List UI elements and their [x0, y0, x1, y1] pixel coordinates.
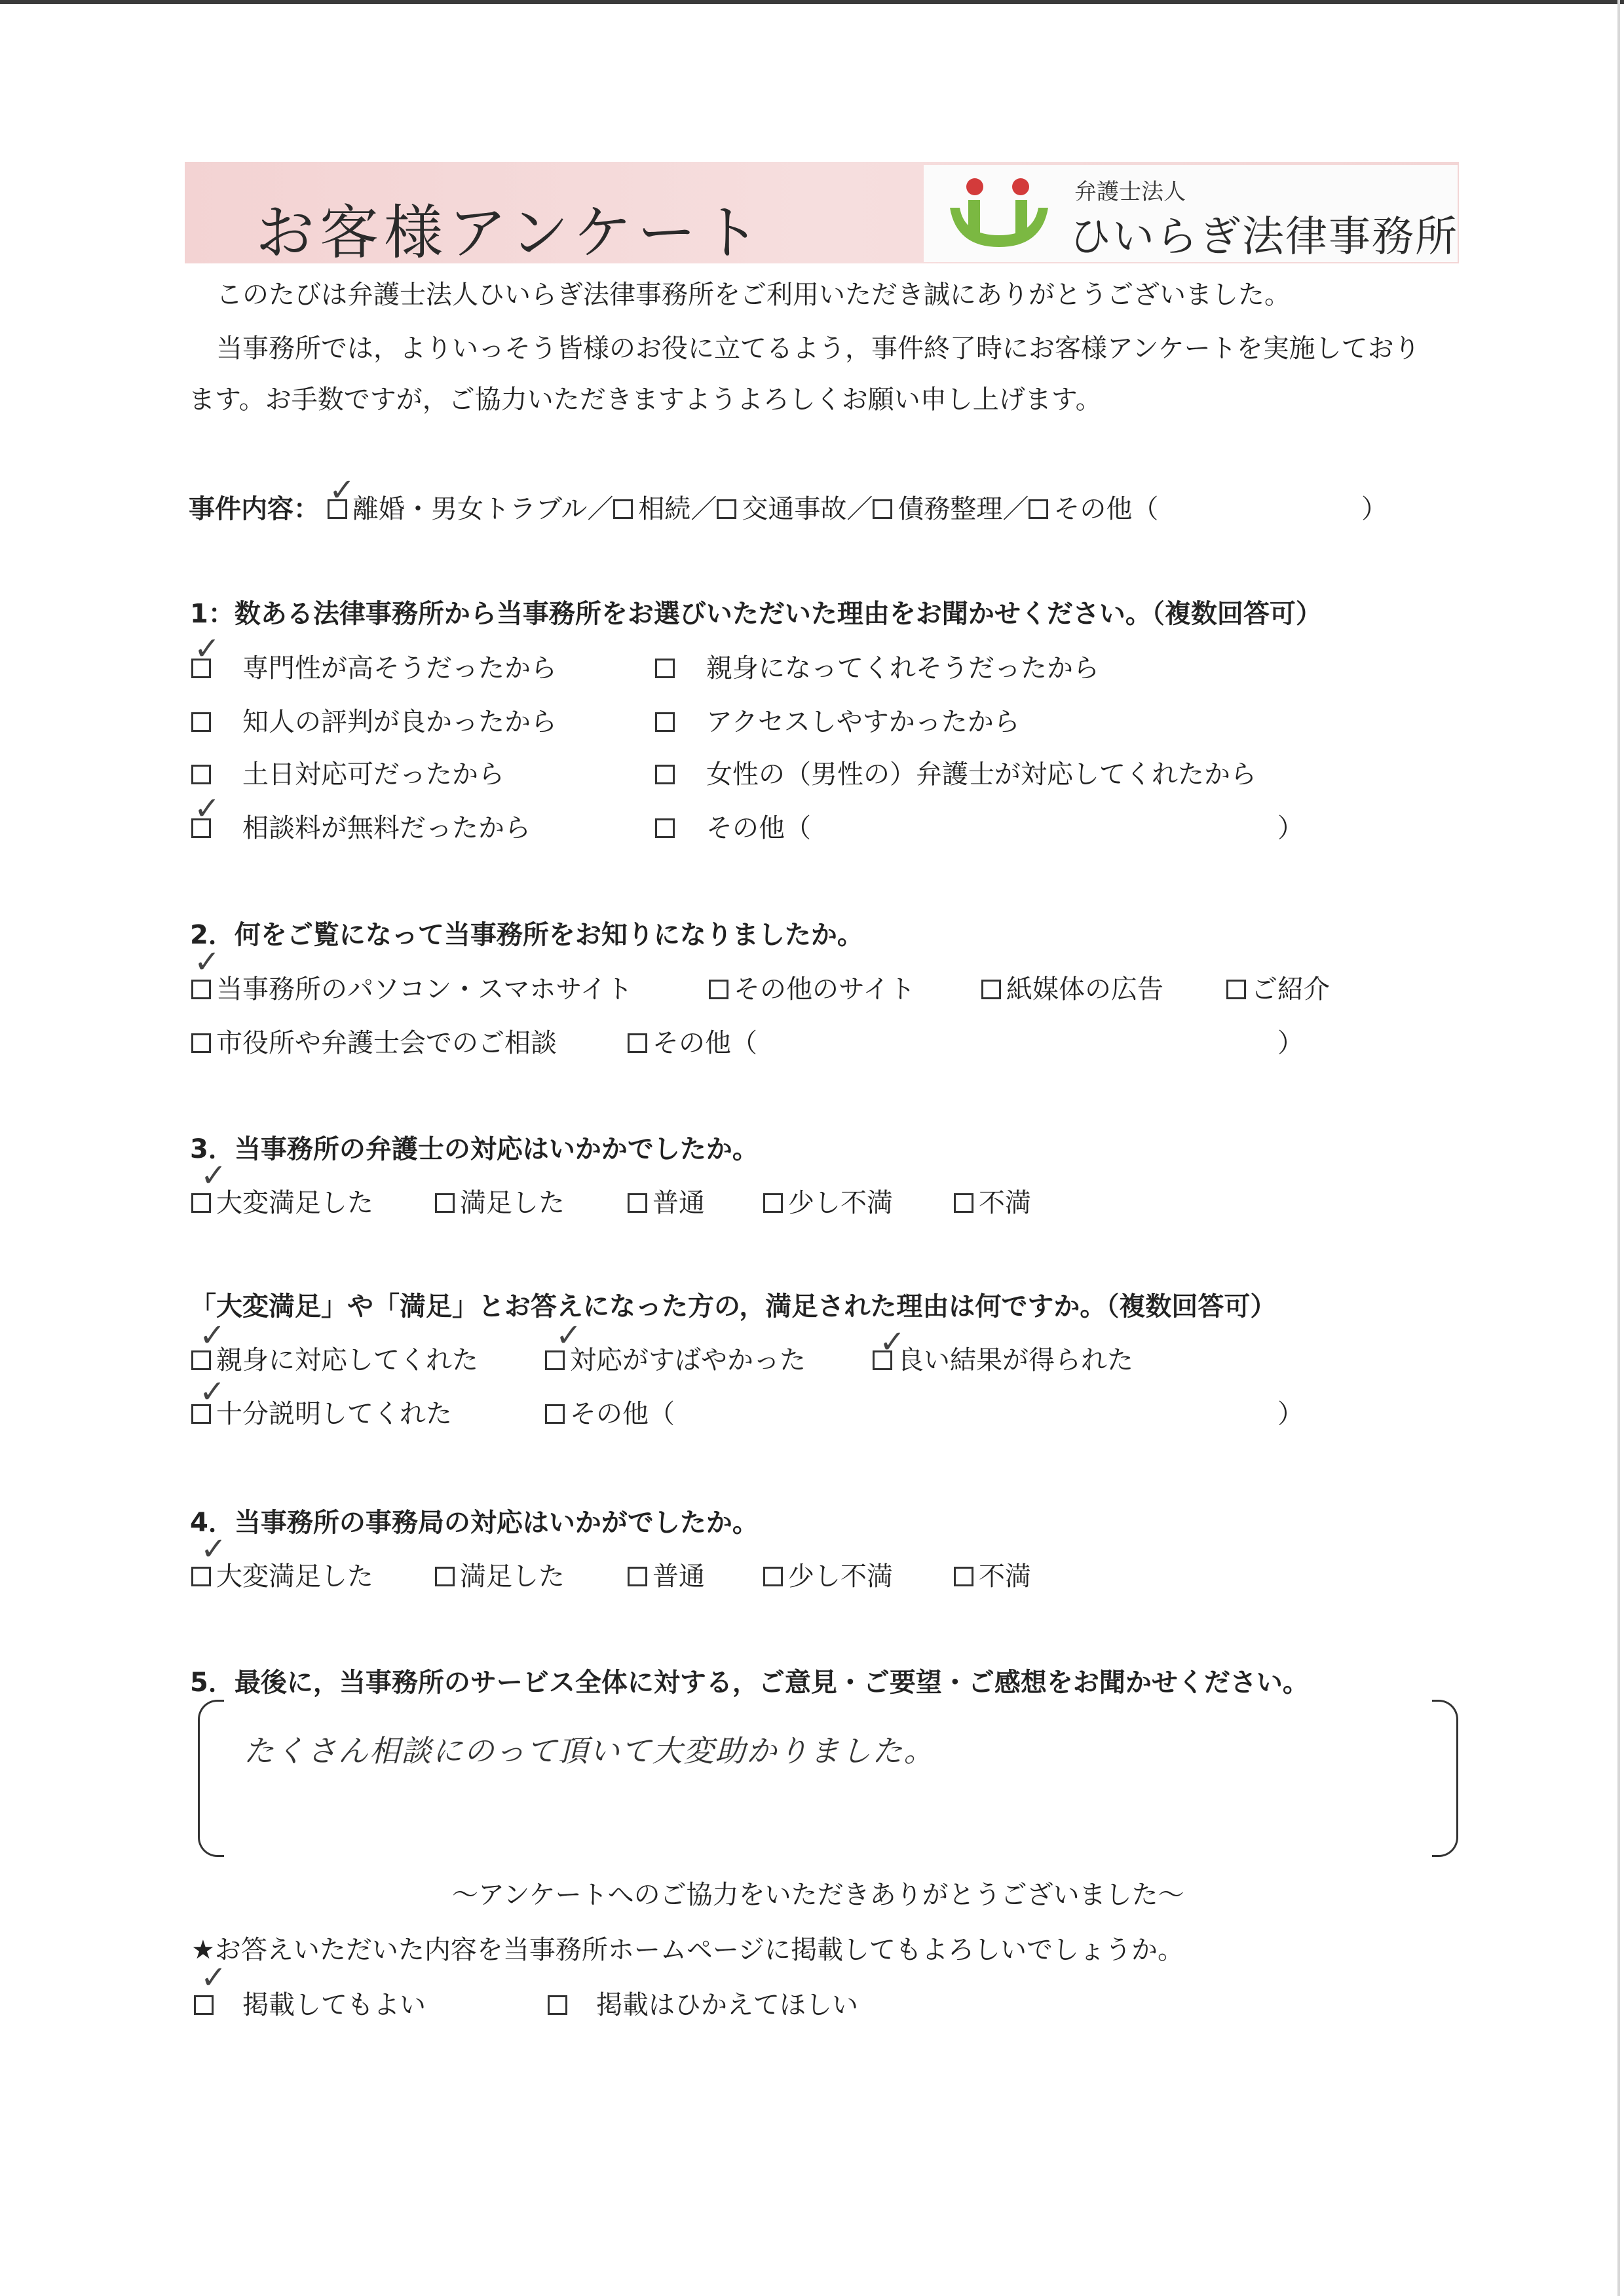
comment-box-right — [1432, 1700, 1458, 1857]
intro-line-1: このたびは弁護士法人ひいらぎ法律事務所をご利用いただき誠にありがとうございました。 — [216, 280, 1291, 310]
q1-label-3: 知人の評判が良かったから — [242, 707, 557, 737]
q1-option-4 — [655, 701, 1020, 738]
q1-other-close: ） — [1277, 813, 1304, 843]
q4-checkbox-2[interactable] — [435, 1567, 455, 1586]
q1-checkbox-5[interactable] — [191, 765, 211, 784]
q1-option-1 — [191, 647, 557, 685]
logo-name: ひいらぎ法律事務所 — [1069, 213, 1458, 261]
q4-checkbox-1[interactable] — [191, 1567, 211, 1586]
case-other-close: ） — [1361, 494, 1388, 524]
publish-question: ★お答えいただいた内容を当事務所ホームページに掲載してもよろしいでしょうか。 — [191, 1935, 1184, 1965]
q3b-option-3 — [873, 1339, 1133, 1377]
q1-label-7: 相談料が無料だったから — [242, 813, 531, 843]
checkmark: ✓ — [200, 1531, 227, 1567]
survey-title: お客様アンケート — [255, 199, 766, 267]
q1-checkbox-8[interactable] — [655, 818, 675, 838]
intro-line-3: ます。お手数ですが，ご協力いただきますようよろしくお願い申し上げます。 — [189, 385, 1102, 415]
q3-option-3 — [628, 1182, 705, 1219]
q3-checkbox-4[interactable] — [763, 1193, 783, 1213]
q3-heading: 3．当事務所の弁護士の対応はいかかでしたか。 — [190, 1134, 759, 1164]
intro-line-2: 当事務所では，よりいっそう皆様のお役に立てるよう，事件終了時にお客様アンケートを実施しており — [216, 334, 1420, 364]
publish-no-option — [548, 1984, 858, 2021]
case-divorce-label: 離婚・男女トラブル／ — [352, 494, 614, 524]
q1-label-2: 親身になってくれそうだったから — [706, 653, 1099, 683]
q5-heading: 5．最後に，当事務所のサービス全体に対する，ご意見・ご要望・ご感想をお聞かせください。 — [190, 1668, 1309, 1698]
q2-checkbox-4[interactable] — [1226, 980, 1246, 999]
q3b-option-1 — [191, 1339, 478, 1377]
checkmark: ✓ — [199, 1317, 226, 1354]
publish-no-label: 掲載はひかえてほしい — [596, 1990, 858, 2020]
q3-checkbox-5[interactable] — [954, 1193, 973, 1213]
q2-other-close: ） — [1277, 1028, 1304, 1058]
q3-label-4: 少し不満 — [788, 1188, 893, 1218]
q2-label-3: 紙媒体の広告 — [1006, 974, 1163, 1004]
publish-yes-option — [194, 1984, 426, 2021]
thanks-line: ～アンケートへのご協力をいただきありがとうございました～ — [452, 1880, 1184, 1910]
scan-right-edge — [1617, 0, 1620, 2296]
case-traffic-label: 交通事故／ — [742, 494, 873, 524]
publish-yes-checkbox[interactable] — [194, 1995, 214, 2015]
q2-option-6 — [628, 1022, 757, 1060]
comment-box-left — [198, 1700, 224, 1857]
q4-option-5 — [954, 1556, 1031, 1593]
q4-label-2: 満足した — [460, 1561, 565, 1592]
q3-label-1: 大変満足した — [216, 1188, 373, 1218]
q1-option-6 — [655, 754, 1256, 791]
q1-option-2 — [655, 647, 1099, 685]
case-type-options — [328, 488, 1158, 526]
q2-label-6: その他（ — [652, 1028, 757, 1058]
q2-label-4: ご紹介 — [1251, 974, 1330, 1004]
q2-checkbox-6[interactable] — [628, 1033, 647, 1053]
q4-option-3 — [628, 1556, 705, 1593]
case-traffic-checkbox[interactable] — [717, 499, 736, 519]
q3-label-5: 不満 — [979, 1188, 1031, 1218]
case-type-label: 事件内容： — [189, 494, 320, 524]
q3b-label-1: 親身に対応してくれた — [216, 1345, 478, 1375]
q3b-label-5: その他（ — [570, 1399, 675, 1429]
checkmark: ✓ — [199, 1373, 226, 1410]
q1-label-8: その他（ — [706, 813, 811, 843]
q4-label-3: 普通 — [652, 1561, 705, 1592]
q2-checkbox-3[interactable] — [981, 980, 1001, 999]
checkmark: ✓ — [194, 944, 221, 980]
q3b-label-2: 対応がすばやかった — [570, 1345, 806, 1375]
q1-option-7 — [191, 807, 531, 845]
q1-checkbox-3[interactable] — [191, 712, 211, 732]
q1-label-6: 女性の（男性の）弁護士が対応してくれたから — [706, 759, 1256, 790]
q4-checkbox-5[interactable] — [954, 1567, 973, 1586]
q2-label-5: 市役所や弁護士会でのご相談 — [216, 1028, 557, 1058]
q3b-other-close: ） — [1277, 1399, 1304, 1429]
q4-checkbox-4[interactable] — [763, 1567, 783, 1586]
q1-label-5: 土日対応可だったから — [242, 759, 504, 790]
case-other-checkbox[interactable] — [1029, 499, 1048, 519]
q2-heading: 2．何をご覧になって当事務所をお知りになりましたか。 — [190, 920, 863, 950]
case-inheritance-label: 相続／ — [638, 494, 717, 524]
q3b-label-3: 良い結果が得られた — [897, 1345, 1133, 1375]
scan-top-edge — [0, 0, 1624, 4]
q4-label-4: 少し不満 — [788, 1561, 893, 1592]
case-inheritance-checkbox[interactable] — [613, 499, 633, 519]
q4-checkbox-3[interactable] — [628, 1567, 647, 1586]
case-debt-checkbox[interactable] — [873, 499, 892, 519]
q3b-option-4 — [191, 1393, 452, 1430]
q2-checkbox-1[interactable] — [191, 980, 211, 999]
q1-label-1: 専門性が高そうだったから — [242, 653, 557, 683]
publish-yes-label: 掲載してもよい — [242, 1990, 426, 2020]
comment-answer[interactable]: たくさん相談にのって頂いて大変助かりました。 — [244, 1733, 935, 1769]
q4-option-4 — [763, 1556, 893, 1593]
q2-checkbox-2[interactable] — [709, 980, 728, 999]
q3-option-4 — [763, 1182, 893, 1219]
q3b-option-5 — [545, 1393, 675, 1430]
q3-checkbox-1[interactable] — [191, 1193, 211, 1213]
checkmark: ✓ — [200, 1157, 227, 1194]
checkmark: ✓ — [879, 1324, 906, 1360]
q3-option-2 — [435, 1182, 565, 1219]
q1-option-5 — [191, 754, 504, 791]
q2-option-5 — [191, 1022, 557, 1060]
q4-heading: 4．当事務所の事務局の対応はいかがでしたか。 — [190, 1508, 759, 1538]
q3b-heading: 「大変満足」や「満足」とお答えになった方の，満足された理由は何ですか。（複数回答可） — [190, 1292, 1277, 1322]
q4-option-2 — [435, 1556, 565, 1593]
q1-label-4: アクセスしやすかったから — [706, 707, 1020, 737]
checkmark: ✓ — [194, 790, 221, 827]
q1-option-8 — [655, 807, 811, 845]
q3-checkbox-2[interactable] — [435, 1193, 455, 1213]
q2-option-4 — [1226, 968, 1330, 1006]
q1-option-3 — [191, 701, 557, 738]
q1-heading: 1：数ある法律事務所から当事務所をお選びいただいた理由をお聞かせください。（複数回答可） — [190, 599, 1322, 629]
q1-checkbox-6[interactable] — [655, 765, 675, 784]
checkmark: ✓ — [556, 1317, 582, 1354]
q3-label-2: 満足した — [460, 1188, 565, 1218]
logo-mark-icon — [943, 175, 1055, 254]
q1-checkbox-2[interactable] — [655, 659, 675, 678]
q3b-label-4: 十分説明してくれた — [216, 1399, 452, 1429]
checkmark: ✓ — [194, 630, 221, 667]
checkmark: ✓ — [200, 1959, 227, 1996]
q3-checkbox-3[interactable] — [628, 1193, 647, 1213]
q2-option-3 — [981, 968, 1163, 1006]
q2-option-1 — [191, 968, 633, 1006]
q2-label-1: 当事務所のパソコン・スマホサイト — [216, 974, 633, 1004]
case-debt-label: 債務整理／ — [897, 494, 1029, 524]
q4-label-1: 大変満足した — [216, 1561, 373, 1592]
case-other-label: その他（ — [1053, 494, 1159, 524]
q3-label-3: 普通 — [652, 1188, 705, 1218]
q2-checkbox-5[interactable] — [191, 1033, 211, 1053]
q3b-checkbox-5[interactable] — [545, 1404, 565, 1424]
q3b-option-2 — [545, 1339, 806, 1377]
publish-no-checkbox[interactable] — [548, 1995, 567, 2015]
q2-label-2: その他のサイト — [734, 974, 916, 1004]
logo-subtitle: 弁護士法人 — [1074, 179, 1186, 205]
checkmark: ✓ — [329, 472, 356, 508]
q3-option-5 — [954, 1182, 1031, 1219]
q2-option-2 — [709, 968, 915, 1006]
q1-checkbox-4[interactable] — [655, 712, 675, 732]
q4-label-5: 不満 — [979, 1561, 1031, 1592]
